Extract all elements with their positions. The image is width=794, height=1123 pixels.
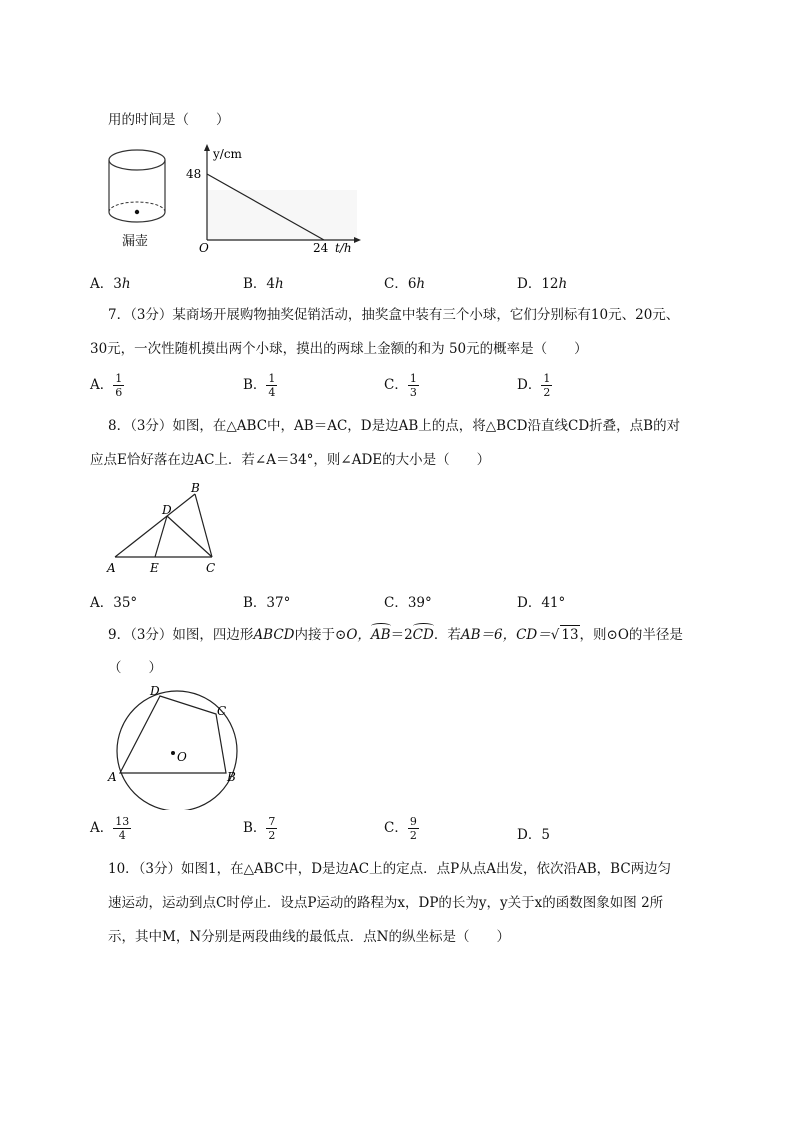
q8-triangle-figure [105, 480, 230, 575]
q9-option-a[interactable]: A． $\frac{13}{4}$ [90, 815, 130, 842]
y-axis-arrow [204, 144, 210, 151]
hole-dot [135, 210, 139, 214]
q6-option-a[interactable]: A．3h [90, 276, 131, 292]
arc-ab: AB [370, 627, 391, 643]
vessel-top [109, 150, 165, 170]
graph-background [207, 190, 357, 240]
q7-stem-line2: 30元，一次性随机摸出两个小球，摸出的两球上金额的和为 50元的概率是（ ） [90, 341, 588, 357]
q6-option-d[interactable]: D．12h [517, 276, 568, 292]
x-axis-arrow [354, 237, 361, 243]
q9-option-d[interactable]: D．5 [517, 827, 550, 843]
q10-stem-line2: 速运动，运动到点C时停止．设点P运动的路程为x，DP的长为y，y关于x的函数图象如图 2所 [108, 895, 664, 911]
x-axis-label: t/h [335, 241, 352, 255]
y-value-label: 48 [186, 167, 202, 181]
q10-stem-line3: 示，其中M，N分别是两段曲线的最低点．点N的纵坐标是（ ） [108, 929, 510, 945]
q8-stem-line1: 8．（3分）如图，在△ABC中，AB＝AC，D是边AB上的点，将△BCD沿直线CD折叠，点B的对 [108, 418, 681, 434]
q10-stem-line1: 10．（3分）如图1，在△ABC中，D是边AC上的定点．点P从点A出发，依次沿AB，BC两边匀 [108, 861, 672, 877]
q9-option-b[interactable]: B． $\frac{7}{2}$ [243, 815, 276, 842]
label-c: C [206, 561, 216, 575]
label-o: O [177, 750, 187, 764]
q9-circle-figure [104, 680, 244, 810]
q8-option-d[interactable]: D．41° [517, 595, 566, 611]
q7-option-d[interactable]: D． $\frac{1}{2}$ [517, 372, 551, 399]
label-b: B [191, 481, 200, 495]
label-e: E [150, 561, 159, 575]
center-dot [171, 751, 175, 755]
y-axis-label: y/cm [213, 147, 242, 161]
q7-option-a[interactable]: A． $\frac{1}{6}$ [90, 372, 123, 399]
side-bc [195, 494, 212, 557]
label-d: D [162, 503, 172, 517]
q6-option-c[interactable]: C．6h [384, 276, 426, 292]
label-d: D [150, 684, 160, 698]
label-a: A [108, 770, 117, 784]
q8-stem-line2: 应点E恰好落在边AC上．若∠A＝34°，则∠ADE的大小是（ ） [90, 452, 491, 468]
q7-option-b[interactable]: B． $\frac{1}{4}$ [243, 372, 276, 399]
fold-line-cd [167, 516, 212, 557]
q6-stem-tail: 用的时间是（ ） [108, 112, 230, 128]
q6-option-b[interactable]: B．4h [243, 276, 284, 292]
origin-label: O [199, 241, 209, 255]
q8-option-b[interactable]: B．37° [243, 595, 291, 611]
q9-stem-line2: （ ） [108, 660, 162, 676]
q7-option-c[interactable]: C． $\frac{1}{3}$ [384, 372, 417, 399]
label-c: C [217, 704, 227, 718]
side-ab [115, 494, 195, 557]
q6-line-graph [185, 140, 365, 255]
q6-vessel-label: 漏壶 [122, 234, 149, 249]
q8-option-a[interactable]: A．35° [90, 595, 138, 611]
segment-de [155, 516, 167, 557]
label-a: A [107, 561, 116, 575]
q9-stem-line1: 9．（3分）如图，四边形ABCD内接于⊙O，AB＝2CD．若AB＝6，CD＝√ 13，则⊙O的半径是 [108, 627, 683, 643]
q7-stem-line1: 7．（3分）某商场开展购物抽奖促销活动，抽奖盒中装有三个小球，它们分别标有10元、20元、 [108, 307, 680, 323]
arc-cd: CD [412, 627, 434, 643]
q8-option-c[interactable]: C．39° [384, 595, 432, 611]
x-value-label: 24 [313, 241, 329, 255]
label-b: B [227, 770, 236, 784]
q9-option-c[interactable]: C． $\frac{9}{2}$ [384, 815, 417, 842]
